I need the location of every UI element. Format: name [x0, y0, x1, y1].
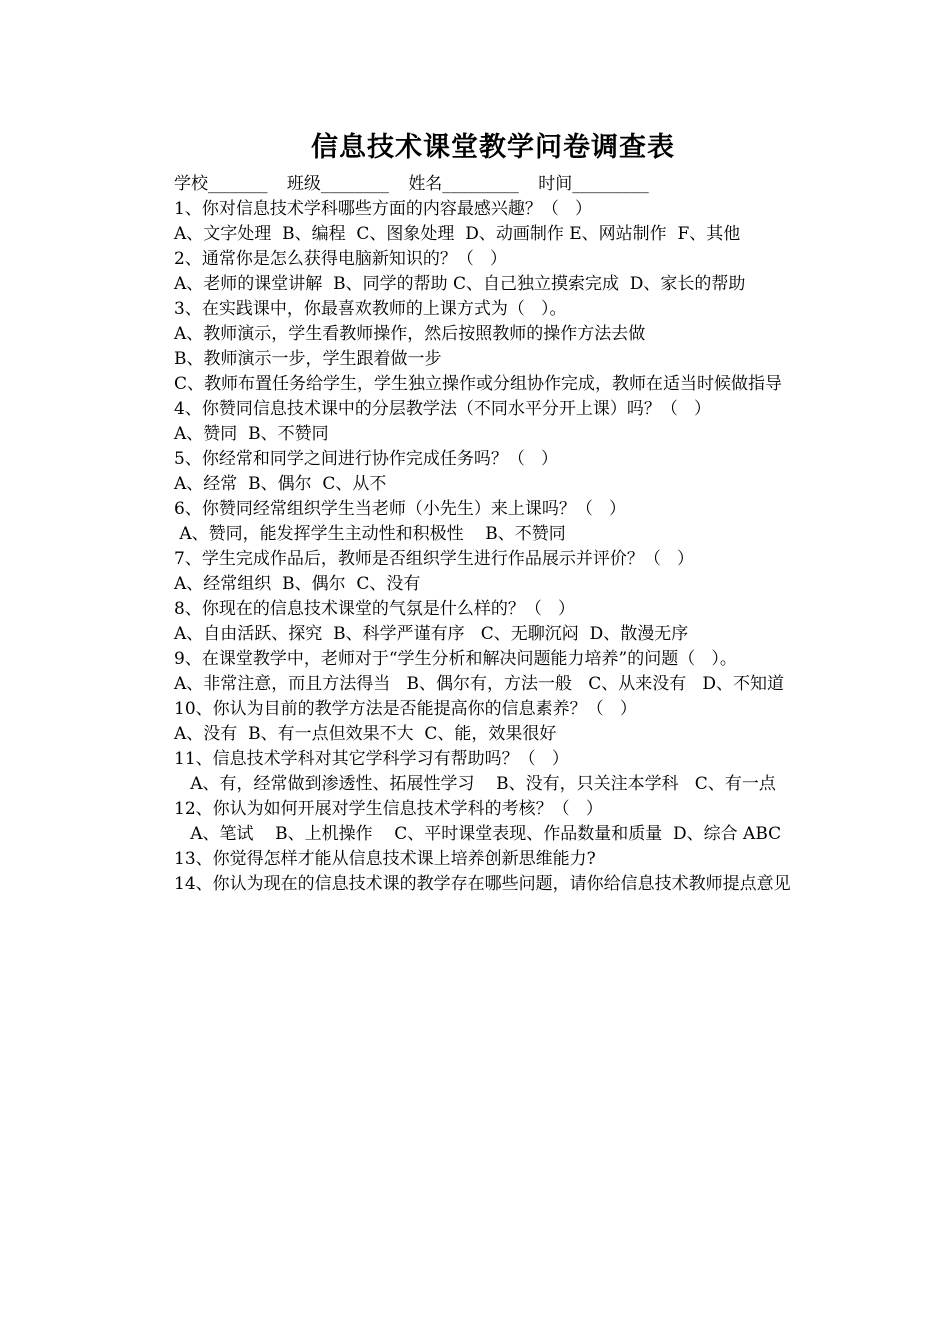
- school-field: 学校_______: [174, 174, 268, 194]
- questionnaire-body: [174, 172, 894, 897]
- answer-options-line: A、文字处理 B、编程 C、图象处理 D、动画制作 E、网站制作 F、其他: [174, 224, 741, 244]
- time-field: 时间_________: [538, 174, 649, 194]
- page-title: 信息技术课堂教学问卷调查表: [311, 132, 675, 163]
- question-line: 4、你赞同信息技术课中的分层教学法（不同水平分开上课）吗？（ ）: [174, 399, 712, 419]
- answer-options-line: A、自由活跃、探究 B、科学严谨有序 C、无聊沉闷 D、散漫无序: [174, 624, 689, 644]
- answer-options-line: A、非常注意，而且方法得当 B、偶尔有，方法一般 C、从来没有 D、不知道: [174, 674, 785, 694]
- class-field: 班级________: [286, 174, 389, 194]
- question-line: 6、你赞同经常组织学生当老师（小先生）来上课吗？（ ）: [174, 499, 627, 519]
- answer-options-line: A、老师的课堂讲解 B、同学的帮助 C、自己独立摸索完成 D、家长的帮助: [174, 274, 746, 294]
- question-line: 8、你现在的信息技术课堂的气氛是什么样的？（ ）: [174, 599, 576, 619]
- answer-options-line: A、笔试 B、上机操作 C、平时课堂表现、作品数量和质量 D、综合 ABC: [174, 824, 782, 844]
- answer-options-line: A、赞同 B、不赞同: [174, 424, 329, 444]
- question-line: 2、通常你是怎么获得电脑新知识的？（ ）: [174, 249, 508, 269]
- answer-options-line: B、教师演示一步，学生跟着做一步: [174, 349, 442, 369]
- info-fields-row: [174, 172, 894, 197]
- question-line: 12、你认为如何开展对学生信息技术学科的考核？（ ）: [174, 799, 603, 819]
- question-line: 11、信息技术学科对其它学科学习有帮助吗？（ ）: [174, 749, 569, 769]
- answer-options-line: A、教师演示，学生看教师操作，然后按照教师的操作方法去做: [174, 324, 646, 344]
- question-line: 3、在实践课中，你最喜欢教师的上课方式为（ ）。: [174, 299, 567, 319]
- question-line: 10、你认为目前的教学方法是否能提高你的信息素养？（ ）: [174, 699, 637, 719]
- answer-options-line: A、经常组织 B、偶尔 C、没有: [174, 574, 421, 594]
- answer-options-line: A、赞同，能发挥学生主动性和积极性 B、不赞同: [174, 524, 566, 544]
- name-field: 姓名_________: [408, 174, 519, 194]
- question-list: [174, 197, 894, 897]
- question-line: 13、你觉得怎样才能从信息技术课上培养创新思维能力?: [174, 849, 596, 869]
- answer-options-line: A、没有 B、有一点但效果不大 C、能，效果很好: [174, 724, 557, 744]
- answer-options-line: A、经常 B、偶尔 C、从不: [174, 474, 387, 494]
- question-line: 7、学生完成作品后，教师是否组织学生进行作品展示并评价？（ ）: [174, 549, 695, 569]
- answer-options-line: C、教师布置任务给学生，学生独立操作或分组协作完成，教师在适当时候做指导: [174, 374, 783, 394]
- question-line: 9、在课堂教学中，老师对于“学生分析和解决问题能力培养”的问题（ ）。: [174, 649, 737, 669]
- question-line: 5、你经常和同学之间进行协作完成任务吗？（ ）: [174, 449, 559, 469]
- question-line: 14、你认为现在的信息技术课的教学存在哪些问题，请你给信息技术教师提点意见: [174, 874, 791, 894]
- question-line: 1、你对信息技术学科哪些方面的内容最感兴趣？（ ）: [174, 199, 593, 219]
- answer-options-line: A、有，经常做到渗透性、拓展性学习 B、没有，只关注本学科 C、有一点: [174, 774, 776, 794]
